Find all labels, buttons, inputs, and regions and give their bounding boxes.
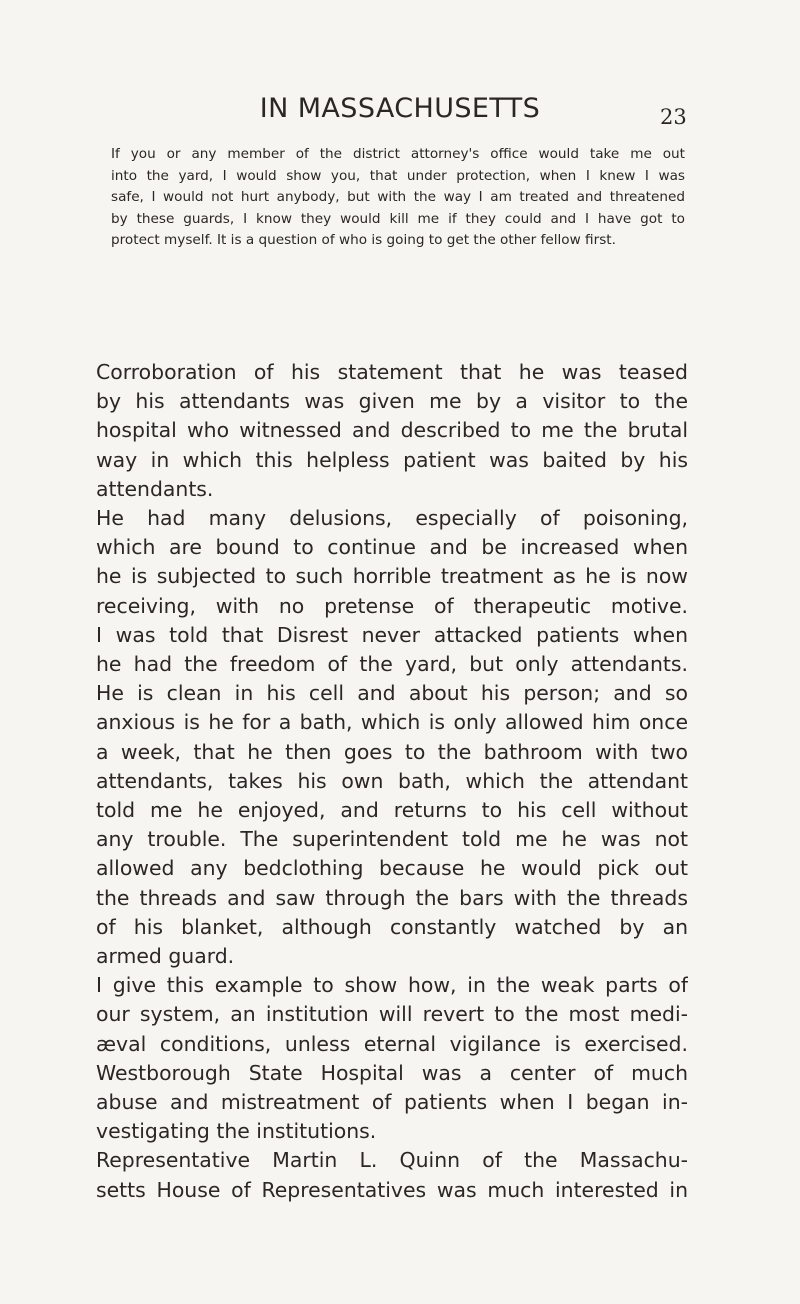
body-line: vestigating the institutions. <box>96 1119 377 1144</box>
running-head <box>0 92 800 132</box>
body-line: attendants, takes his own bath, which the attendant <box>96 768 688 793</box>
quote-line: into the yard, I would show you, that under protection, when I knew I was <box>111 167 685 184</box>
block-quote <box>111 144 685 252</box>
body-line: the threads and saw through the bars with the threads <box>96 885 688 910</box>
body-line: which are bound to continue and be increased when <box>96 535 688 560</box>
body-line: I give this example to show how, in the weak parts of <box>96 973 688 998</box>
body-line: attendants. <box>96 476 214 501</box>
body-line: of his blanket, although constantly watched by an <box>96 914 688 939</box>
running-title: IN MASSACHUSETTS <box>259 93 541 124</box>
quote-line: safe, I would not hurt anybody, but with the way I am treated and threatened <box>111 189 685 206</box>
body-line: I was told that Disrest never attacked patients when <box>96 622 688 647</box>
body-line: by his attendants was given me by a visitor to the <box>96 389 688 414</box>
body-line: Corroboration of his statement that he was teased <box>96 360 688 384</box>
body-line: he is subjected to such horrible treatment as he is now <box>96 564 688 589</box>
body-line: receiving, with no pretense of therapeutic motive. <box>96 593 688 618</box>
body-line: He is clean in his cell and about his person; and so <box>96 681 688 706</box>
body-line: setts House of Representatives was much interested in <box>96 1177 688 1202</box>
body-line: told me he enjoyed, and returns to his cell without <box>96 798 688 823</box>
body-line: Representative Martin L. Quinn of the Massachu- <box>96 1148 688 1173</box>
body-line: æval conditions, unless eternal vigilance is exercised. <box>96 1031 688 1056</box>
body-line: abuse and mistreatment of patients when I began in- <box>96 1090 688 1115</box>
body-line: way in which this helpless patient was baited by his <box>96 447 688 472</box>
body-line: allowed any bedclothing because he would pick out <box>96 856 688 881</box>
body-text <box>96 358 688 1205</box>
page-number: 23 <box>660 105 687 129</box>
body-line: hospital who witnessed and described to me the brutal <box>96 418 688 443</box>
body-line: armed guard. <box>96 944 235 969</box>
quote-line: protect myself. It is a question of who is going to get the other fellow first. <box>111 232 616 249</box>
body-line: anxious is he for a bath, which is only allowed him once <box>96 710 688 735</box>
body-line: Westborough State Hospital was a center of much <box>96 1060 688 1085</box>
quote-line: by these guards, I know they would kill me if they could and I have got to <box>111 210 685 227</box>
quote-line: If you or any member of the district attorney's office would take me out <box>111 146 685 162</box>
body-line: our system, an institution will revert to the most medi- <box>96 1002 688 1027</box>
body-line: any trouble. The superintendent told me he was not <box>96 827 688 852</box>
body-line: he had the freedom of the yard, but only attendants. <box>96 652 688 677</box>
body-line: a week, that he then goes to the bathroom with two <box>96 739 688 764</box>
body-line: He had many delusions, especially of poisoning, <box>96 506 688 531</box>
